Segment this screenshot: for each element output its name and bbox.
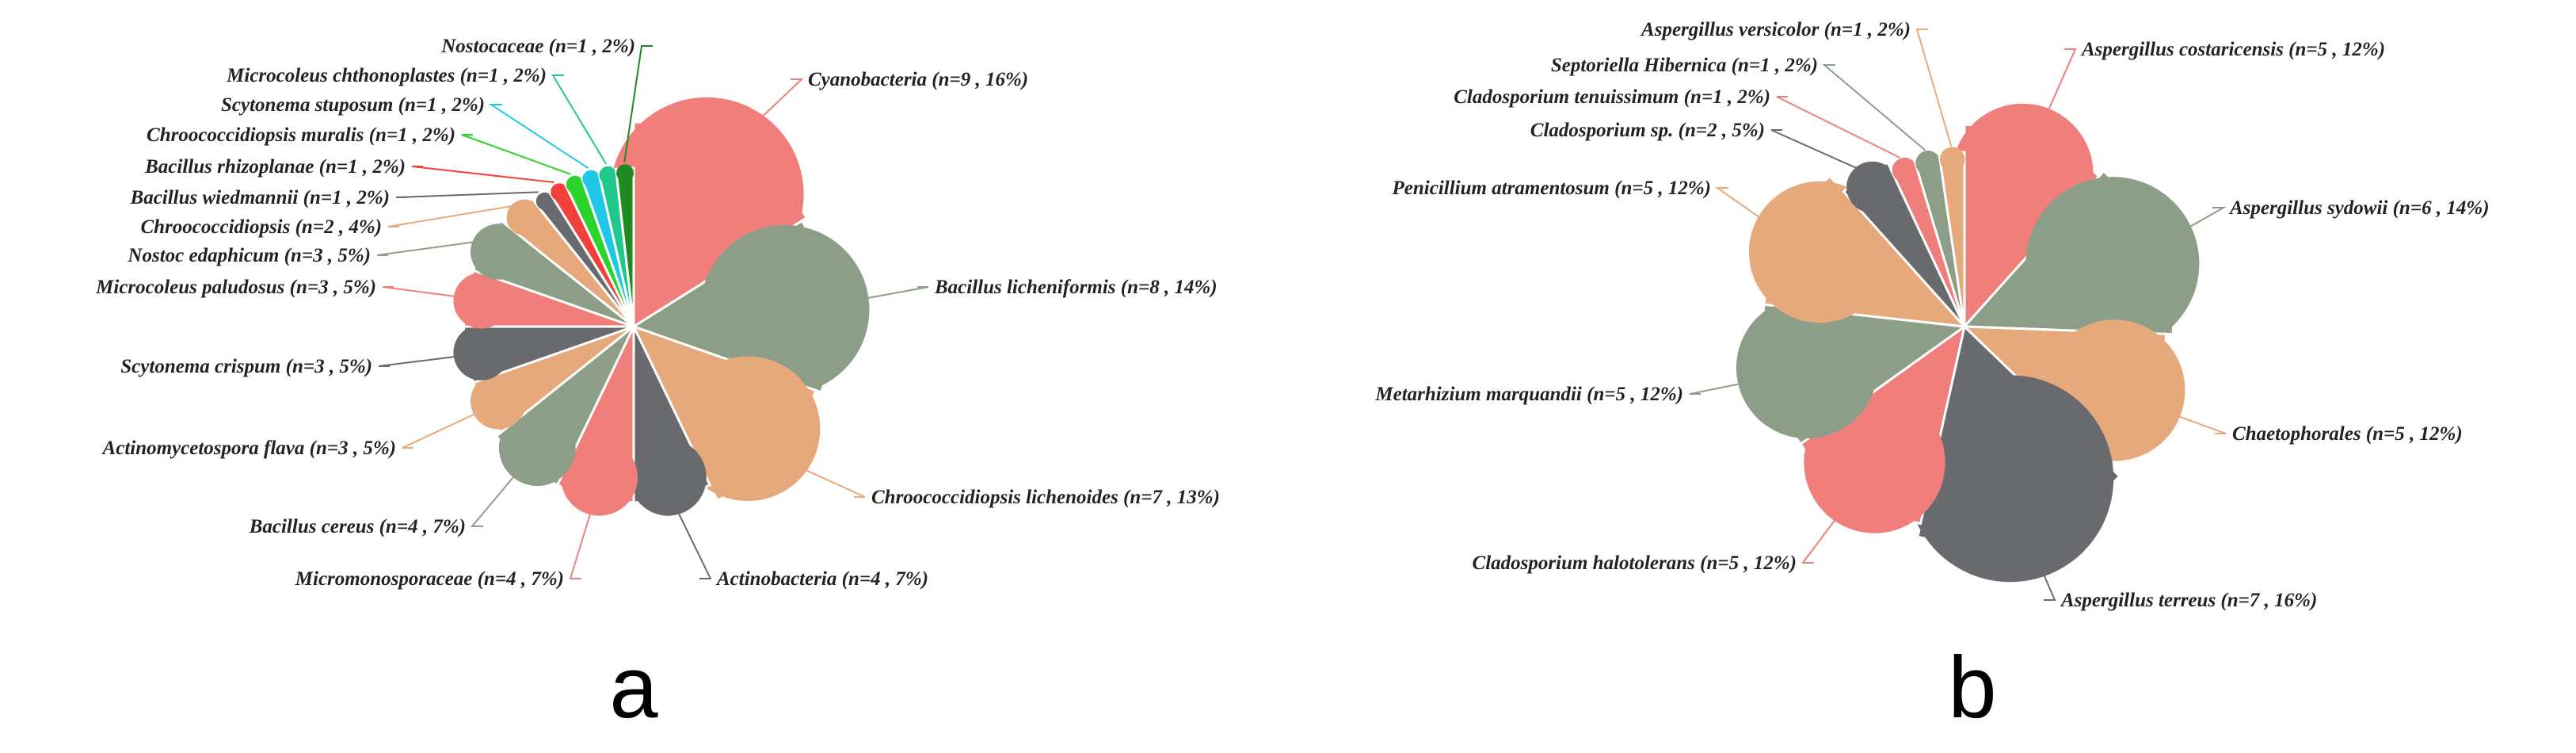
label-aspergillus-versicolor: Aspergillus versicolor (n=1 , 2%) [1641,19,1911,40]
label-septoriella-hibernica: Septoriella Hibernica (n=1 , 2%) [1550,55,1818,76]
leader-nostoc-edaphicum [377,241,479,255]
petal-tip-cladosporium-tenuissimum [1892,158,1917,182]
label-micromonosporaceae: Micromonosporaceae (n=4 , 7%) [295,568,564,590]
leader-chroococcidiopsis-muralis [462,135,570,174]
petal-tip-scytonema-crispum [453,325,509,380]
label-nostocaceae: Nostocaceae (n=1 , 2%) [441,36,635,57]
label-bacillus-licheniformis: Bacillus licheniformis (n=8 , 14%) [935,277,1218,298]
label-microcoleus-chthonoplastes: Microcoleus chthonoplastes (n=1 , 2%) [227,65,547,86]
leader-bacillus-wiedmannii [396,192,539,197]
label-nostoc-edaphicum: Nostoc edaphicum (n=3 , 5%) [128,245,371,266]
panel-label-a: a [609,639,658,736]
label-bacillus-rhizoplanae: Bacillus rhizoplanae (n=1 , 2%) [145,156,406,178]
petal-tip-scytonema-stuposum [582,170,600,188]
leader-bacillus-rhizoplanae [412,166,554,182]
label-cladosporium-halotolerans: Cladosporium halotolerans (n=5 , 12%) [1472,552,1797,574]
label-bacillus-cereus: Bacillus cereus (n=4 , 7%) [249,516,466,537]
label-metarhizium-marquandii: Metarhizium marquandii (n=5 , 12%) [1375,384,1683,405]
label-scytonema-stuposum: Scytonema stuposum (n=1 , 2%) [220,94,485,116]
leader-actinomycetospora-flava [402,412,479,448]
label-chroococcidiopsis-lichenoides: Chroococcidiopsis lichenoides (n=7 , 13%) [871,487,1220,508]
label-bacillus-wiedmannii: Bacillus wiedmannii (n=1 , 2%) [130,187,390,208]
petal-tip-aspergillus-versicolor [1940,147,1964,172]
petal-tip-actinobacteria [630,439,707,516]
chart-a [95,36,1220,590]
label-actinobacteria: Actinobacteria (n=4 , 7%) [717,568,929,590]
label-chroococcidiopsis: Chroococcidiopsis (n=2 , 4%) [140,216,382,238]
petal-tip-septoriella-hibernica [1915,151,1940,175]
petal-tip-microcoleus-chthonoplastes [600,166,617,184]
leader-chroococcidiopsis [388,206,513,227]
leader-micromonosporaceae [570,504,593,579]
leader-aspergillus-versicolor [1917,29,1951,147]
label-microcoleus-paludosus: Microcoleus paludosus (n=3 , 5%) [96,277,376,298]
label-cladosporium-tenuissimum: Cladosporium tenuissimum (n=1 , 2%) [1454,86,1770,108]
leader-cladosporium-sp [1771,130,1861,170]
leader-scytonema-crispum [379,356,460,366]
leader-cladosporium-tenuissimum [1777,97,1900,158]
label-aspergillus-sydowii: Aspergillus sydowii (n=6 , 14%) [2230,197,2490,219]
leader-bacillus-cereus [472,469,520,526]
leader-actinobacteria [674,504,711,579]
leader-microcoleus-paludosus [383,287,460,297]
label-cyanobacteria: Cyanobacteria (n=9 , 16%) [808,69,1029,90]
label-aspergillus-costaricensis: Aspergillus costaricensis (n=5 , 12%) [2082,39,2386,60]
chart-b [1374,19,2489,611]
label-chroococcidiopsis-muralis: Chroococcidiopsis muralis (n=1 , 2%) [147,124,455,146]
petal-tip-nostocaceae [616,164,634,182]
label-chaetophorales: Chaetophorales (n=5 , 12%) [2232,423,2463,445]
leader-septoriella-hibernica [1824,65,1925,151]
label-penicillium-atramentosum: Penicillium atramentosum (n=5 , 12%) [1392,178,1711,199]
label-scytonema-crispum: Scytonema crispum (n=3 , 5%) [120,356,372,377]
label-actinomycetospora-flava: Actinomycetospora flava (n=3 , 5%) [102,438,396,459]
panel-label-b: b [1948,639,1997,736]
label-aspergillus-terreus: Aspergillus terreus (n=7 , 16%) [2061,590,2318,611]
label-cladosporium-sp: Cladosporium sp. (n=2 , 5%) [1530,120,1765,141]
leader-scytonema-stuposum [491,105,588,168]
